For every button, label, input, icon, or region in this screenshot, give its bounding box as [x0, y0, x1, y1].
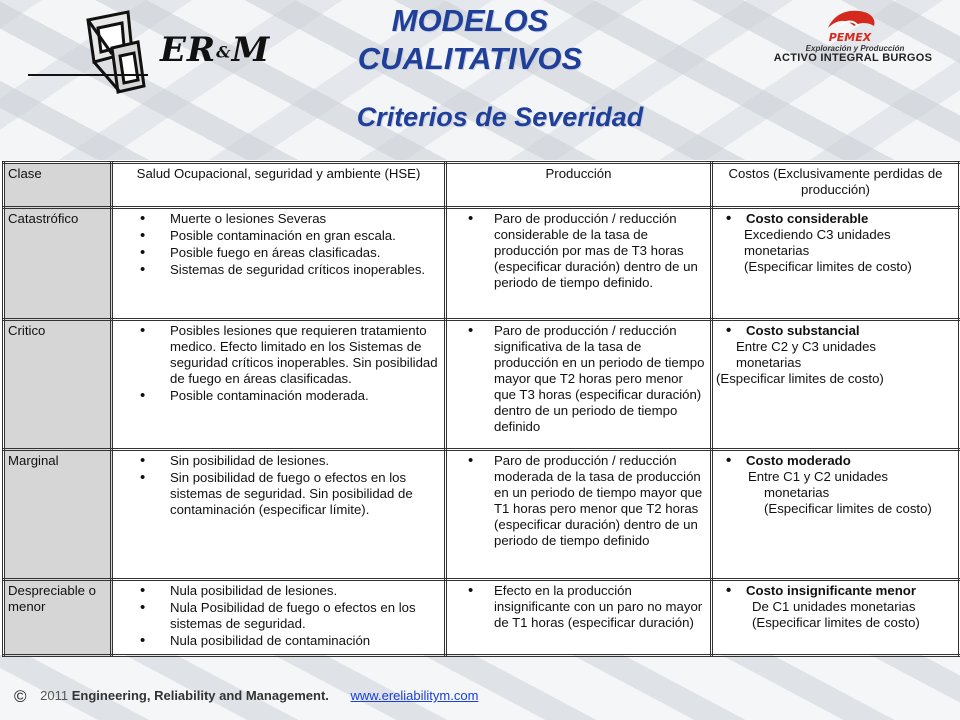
cost-line: monetarias	[744, 243, 810, 258]
list-item: • Posible fuego en áreas clasificadas.	[170, 245, 441, 261]
cost-line: monetarias	[736, 355, 802, 370]
cost-line: Entre C1 y C2 unidades	[748, 469, 889, 484]
row-clase: Marginal	[4, 450, 112, 580]
pemex-logo-icon	[820, 6, 880, 44]
row-costo	[712, 450, 960, 580]
page-title	[320, 2, 620, 78]
row-clase: Despreciable o menor	[4, 580, 112, 656]
row-produccion	[446, 580, 712, 656]
list-item: • Muerte o lesiones Severas	[170, 211, 441, 227]
cost-title: • Costo insignificante menor	[716, 583, 955, 599]
list-item: • Sin posibilidad de fuego o efectos en los sistemas de seguridad. Sin posibilidad de contaminación (especificar límite).	[170, 470, 441, 518]
cost-line: (Especificar limites de costo)	[752, 615, 920, 630]
pemex-brand-text: PEMEX	[828, 31, 872, 44]
footer-year: 2011	[40, 688, 69, 703]
cost-line: monetarias	[764, 485, 830, 500]
header-clase: Clase	[4, 163, 112, 208]
table-row	[4, 320, 960, 450]
row-hse	[112, 450, 446, 580]
table-row	[4, 208, 960, 320]
row-hse	[112, 580, 446, 656]
cost-line: (Especificar limites de costo)	[716, 371, 884, 386]
list-item: • Sistemas de seguridad críticos inoperables.	[170, 262, 441, 278]
footer	[14, 687, 478, 707]
table-row	[4, 580, 960, 656]
table-row	[4, 450, 960, 580]
list-item: • Nula posibilidad de contaminación	[170, 633, 441, 649]
cost-line: De C1 unidades monetarias	[752, 599, 916, 614]
list-item: • Posible contaminación en gran escala.	[170, 228, 441, 244]
row-produccion	[446, 320, 712, 450]
list-item: • Nula Posibilidad de fuego o efectos en los sistemas de seguridad.	[170, 600, 441, 632]
severity-table	[2, 161, 960, 657]
title-line-1: MODELOS	[391, 3, 549, 38]
row-costo	[712, 580, 960, 656]
logo-underline	[28, 74, 148, 76]
header-hse: Salud Ocupacional, seguridad y ambiente (HSE)	[112, 163, 446, 208]
cost-title: • Costo considerable	[716, 211, 955, 227]
pemex-activo-label: ACTIVO INTEGRAL BURGOS	[773, 52, 933, 64]
header-produccion: Producción	[446, 163, 712, 208]
copyright-icon: ©	[14, 687, 27, 706]
list-item: • Nula posibilidad de lesiones.	[170, 583, 441, 599]
list-item: • Paro de producción / reducción moderada de la tasa de producción en un periodo de tiempo mayor que T1 horas pero menor que T2 horas (especificar duración) dentro de un periodo de tiempo definido	[494, 453, 707, 549]
pemex-subtitle: Exploración y Producción	[805, 44, 905, 53]
footer-website-link[interactable]: www.ereliabilitym.com	[350, 688, 479, 703]
list-item: • Efecto en la producción insignificante con un paro no mayor de T1 horas (especificar duración)	[494, 583, 707, 631]
section-subtitle: Criterios de Severidad	[356, 102, 644, 132]
row-hse	[112, 320, 446, 450]
row-hse	[112, 208, 446, 320]
header-costos: Costos (Exclusivamente perdidas de producción)	[712, 163, 960, 208]
list-item: • Posibles lesiones que requieren tratamiento medico. Efecto limitado en los Sistemas de seguridad críticos inoperables. Sin posibilidad de fuego en áreas clasificadas.	[170, 323, 441, 387]
row-produccion	[446, 450, 712, 580]
row-costo	[712, 208, 960, 320]
footer-company: Engineering, Reliability and Management.	[71, 688, 329, 703]
list-item: • Posible contaminación moderada.	[170, 388, 441, 404]
row-clase: Critico	[4, 320, 112, 450]
logo-wordmark: ER&M	[160, 30, 271, 70]
table-header-row	[4, 163, 960, 208]
cost-title: • Costo substancial	[716, 323, 955, 339]
list-item: • Sin posibilidad de lesiones.	[170, 453, 441, 469]
title-line-2: CUALITATIVOS	[357, 41, 583, 76]
cost-line: Excediendo C3 unidades	[744, 227, 891, 242]
cost-line: Entre C2 y C3 unidades	[736, 339, 877, 354]
row-produccion	[446, 208, 712, 320]
row-costo	[712, 320, 960, 450]
cost-line: (Especificar limites de costo)	[744, 259, 912, 274]
cost-line: (Especificar limites de costo)	[764, 501, 932, 516]
cost-title: • Costo moderado	[716, 453, 955, 469]
list-item: • Paro de producción / reducción considerable de la tasa de producción por mas de T3 horas (especificar duración) dentro de un periodo de tiempo definido.	[494, 211, 707, 291]
row-clase: Catastrófico	[4, 208, 112, 320]
list-item: • Paro de producción / reducción significativa de la tasa de producción en un periodo de tiempo mayor que T2 horas pero menor que T3 horas (especificar duración) dentro de un periodo de tiempo definido	[494, 323, 707, 435]
